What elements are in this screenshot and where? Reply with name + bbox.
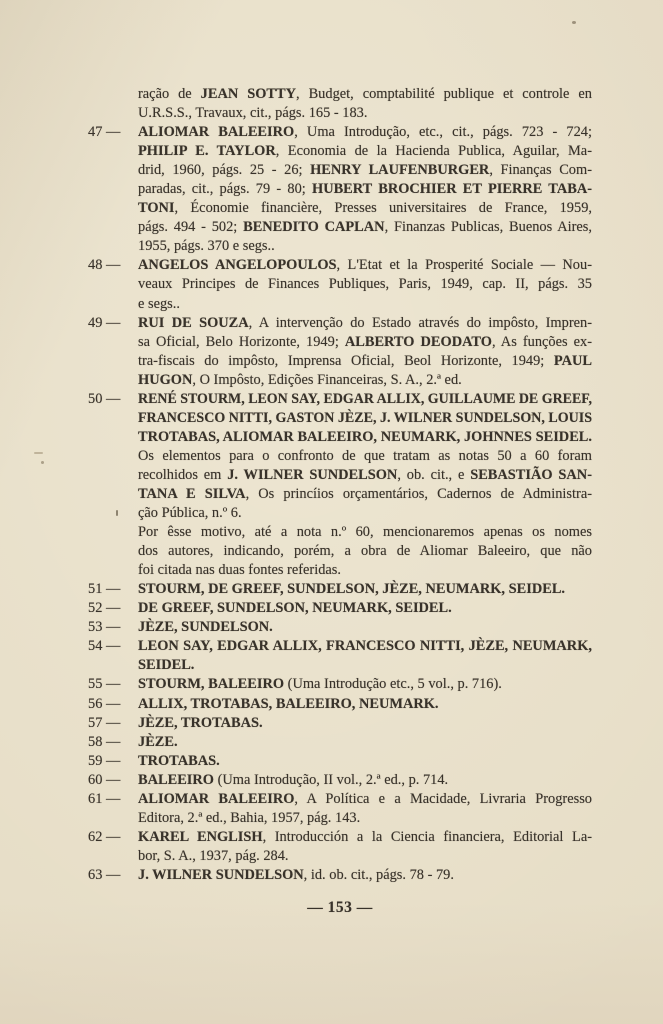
paper-speck (41, 461, 44, 464)
entry-text: veaux Principes de Finances Publiques, Paris, 1949, cap. II, págs. 35 (138, 276, 592, 293)
entry-number: 48 — (88, 257, 121, 274)
entry-line (88, 847, 592, 866)
entry-number (88, 466, 138, 485)
entry-text: ção Pública, n.º 6. (138, 505, 242, 522)
entry-number: 52 — (88, 600, 121, 617)
entry-text: U.R.S.S., Travaux, cit., págs. 165 - 183. (138, 105, 368, 122)
entry-line (88, 485, 592, 504)
entry-line (88, 618, 592, 637)
entry-line (88, 695, 592, 714)
paper-speck (572, 21, 576, 24)
entry-line (88, 828, 592, 847)
entry-number: 60 — (88, 771, 121, 788)
entry-line (88, 275, 592, 294)
entry-text: SEIDEL. (138, 657, 195, 674)
entry-number (88, 218, 138, 237)
entry-number (88, 656, 138, 675)
entry-text: ração de JEAN SOTTY, Budget, comptabilité publique et controle en (138, 86, 592, 102)
entry-line (88, 542, 592, 561)
entry-number (88, 295, 138, 314)
entry-text: PHILIP E. TAYLOR, Economia de la Hacienda Publica, Aguilar, Ma- (138, 143, 592, 160)
entry-number (88, 85, 138, 104)
entry-line (88, 142, 592, 161)
entry-number (88, 104, 138, 123)
entry-line (88, 656, 592, 675)
entry-text: RENÉ STOURM, LEON SAY, EDGAR ALLIX, GUILLAUME DE GREEF, (138, 390, 592, 407)
entry-line (88, 256, 592, 275)
entry-text: recolhidos em J. WILNER SUNDELSON, ob. cit., e SEBASTIÃO SAN- (138, 466, 592, 483)
entry-text: JÈZE. (138, 733, 178, 750)
entry-text: dos autores, indicando, porém, a obra de Aliomar Baleeiro, que não (138, 543, 592, 560)
entry-line (88, 352, 592, 371)
entry-number: 47 — (88, 124, 121, 141)
entry-line (88, 599, 592, 618)
entry-number (88, 237, 138, 256)
entry-number: 59 — (88, 752, 121, 769)
entry-number (88, 142, 138, 161)
entry-number (88, 275, 138, 294)
entry-text: TONI, Économie financière, Presses universitaires de France, 1959, (138, 200, 592, 217)
entry-number: 61 — (88, 790, 121, 807)
entry-number: 56 — (88, 695, 121, 712)
entry-text: DE GREEF, SUNDELSON, NEUMARK, SEIDEL. (138, 600, 452, 617)
entry-line (88, 104, 592, 123)
entry-line (88, 447, 592, 466)
entry-number (88, 847, 138, 866)
entry-line (88, 85, 592, 104)
entry-text: págs. 494 - 502; BENEDITO CAPLAN, Finanzas Publicas, Buenos Aires, (138, 219, 592, 236)
entry-number: 63 — (88, 866, 121, 883)
entry-text: ALIOMAR BALEEIRO, A Política e a Macidade, Livraria Progresso (138, 790, 592, 807)
entry-text: TROTABAS. (138, 752, 220, 769)
entry-text: STOURM, BALEEIRO (Uma Introdução etc., 5 vol., p. 716). (138, 676, 502, 693)
entry-line (88, 466, 592, 485)
entry-text: STOURM, DE GREEF, SUNDELSON, JÈZE, NEUMARK, SEIDEL. (138, 581, 566, 598)
entry-number (88, 161, 138, 180)
entry-text: RUI DE SOUZA, A intervenção do Estado através do impôsto, Impren- (138, 314, 592, 331)
entry-number: 49 — (88, 314, 121, 331)
entry-number: 51 — (88, 581, 121, 598)
entry-line (88, 866, 592, 885)
entry-text: J. WILNER SUNDELSON, id. ob. cit., págs. 78 - 79. (138, 866, 454, 883)
entry-line (88, 218, 592, 237)
entry-text: FRANCESCO NITTI, GASTON JÈZE, J. WILNER SUNDELSON, LOUIS (138, 409, 592, 426)
entry-text: e segs.. (138, 295, 180, 312)
entry-text: TANA E SILVA, Os princíios orçamentários, Cadernos de Administra- (138, 485, 593, 502)
entry-text: KAREL ENGLISH, Introducción a la Ciencia financiera, Editorial La- (138, 828, 592, 845)
entry-number (88, 409, 138, 428)
entry-text: ALLIX, TROTABAS, BALEEIRO, NEUMARK. (138, 695, 439, 712)
entry-number (88, 485, 138, 504)
entry-text: JÈZE, TROTABAS. (138, 714, 263, 731)
entry-line (88, 733, 592, 752)
entry-text: paradas, cit., págs. 79 - 80; HUBERT BROCHIER ET PIERRE TABA- (138, 181, 593, 198)
entry-text: sa Oficial, Belo Horizonte, 1949; ALBERTO DEODATO, As funções ex- (138, 333, 593, 350)
entry-number: 58 — (88, 733, 121, 750)
entry-text: Os elementos para o confronto de que tratam as notas 50 a 60 foram (138, 447, 592, 464)
entry-line (88, 199, 592, 218)
entry-text: foi citada nas duas fontes referidas. (138, 562, 341, 579)
bibliography-entries (88, 85, 592, 885)
entry-line (88, 637, 592, 656)
entry-text: Editora, 2.ª ed., Bahia, 1957, pág. 143. (138, 809, 361, 826)
entry-number: 53 — (88, 619, 121, 636)
entry-line (88, 371, 592, 390)
entry-line (88, 180, 592, 199)
entry-line (88, 409, 592, 428)
paper-speck (34, 452, 43, 454)
entry-number (88, 428, 138, 447)
entry-text: ANGELOS ANGELOPOULOS, L'Etat et la Prosperité Sociale — Nou- (138, 257, 592, 274)
entry-number (88, 542, 138, 561)
entry-number (88, 561, 138, 580)
entry-line (88, 675, 592, 694)
entry-text: JÈZE, SUNDELSON. (138, 619, 273, 636)
entry-line (88, 790, 592, 809)
entry-text: ALIOMAR BALEEIRO, Uma Introdução, etc., cit., págs. 723 - 724; (138, 124, 592, 141)
entry-number (88, 371, 138, 390)
entry-number: 55 — (88, 676, 121, 693)
entry-line (88, 504, 592, 523)
entry-line (88, 123, 592, 142)
entry-line (88, 523, 592, 542)
entry-number (88, 523, 138, 542)
entry-number (88, 333, 138, 352)
entry-text: Por êsse motivo, até a nota n.º 60, mencionaremos apenas os nomes (138, 524, 592, 541)
entry-number: 62 — (88, 828, 121, 845)
entry-line (88, 161, 592, 180)
entry-text: BALEEIRO (Uma Introdução, II vol., 2.ª ed., p. 714. (138, 771, 449, 788)
entry-line (88, 428, 592, 447)
entry-line (88, 390, 592, 409)
entry-line (88, 333, 592, 352)
entry-number (88, 809, 138, 828)
entry-line (88, 714, 592, 733)
entry-number (88, 180, 138, 199)
entry-text: 1955, págs. 370 e segs.. (138, 238, 275, 255)
entry-text: LEON SAY, EDGAR ALLIX, FRANCESCO NITTI, JÈZE, NEUMARK, (138, 638, 592, 655)
entry-text: HUGON, O Impôsto, Edições Financeiras, S. A., 2.ª ed. (138, 371, 462, 388)
entry-text: bor, S. A., 1937, pág. 284. (138, 847, 289, 864)
entry-number: 54 — (88, 638, 121, 655)
entry-text: drid, 1960, págs. 25 - 26; HENRY LAUFENBURGER, Finanças Com- (138, 162, 592, 179)
entry-line (88, 752, 592, 771)
entry-text: TROTABAS, ALIOMAR BALEEIRO, NEUMARK, JOHNNES SEIDEL. (138, 428, 592, 445)
entry-line (88, 580, 592, 599)
entry-number: 57 — (88, 714, 121, 731)
entry-line (88, 295, 592, 314)
entry-number (88, 199, 138, 218)
entry-line (88, 314, 592, 333)
entry-number: 50 — (88, 390, 121, 407)
entry-number (88, 447, 138, 466)
page-number: — 153 — (307, 899, 373, 916)
entry-line (88, 561, 592, 580)
entry-number (88, 504, 138, 523)
entry-text: tra-fiscais do impôsto, Imprensa Oficial, Beol Horizonte, 1949; PAUL (138, 352, 592, 369)
entry-line (88, 809, 592, 828)
entry-line (88, 237, 592, 256)
entry-line (88, 771, 592, 790)
entry-number (88, 352, 138, 371)
